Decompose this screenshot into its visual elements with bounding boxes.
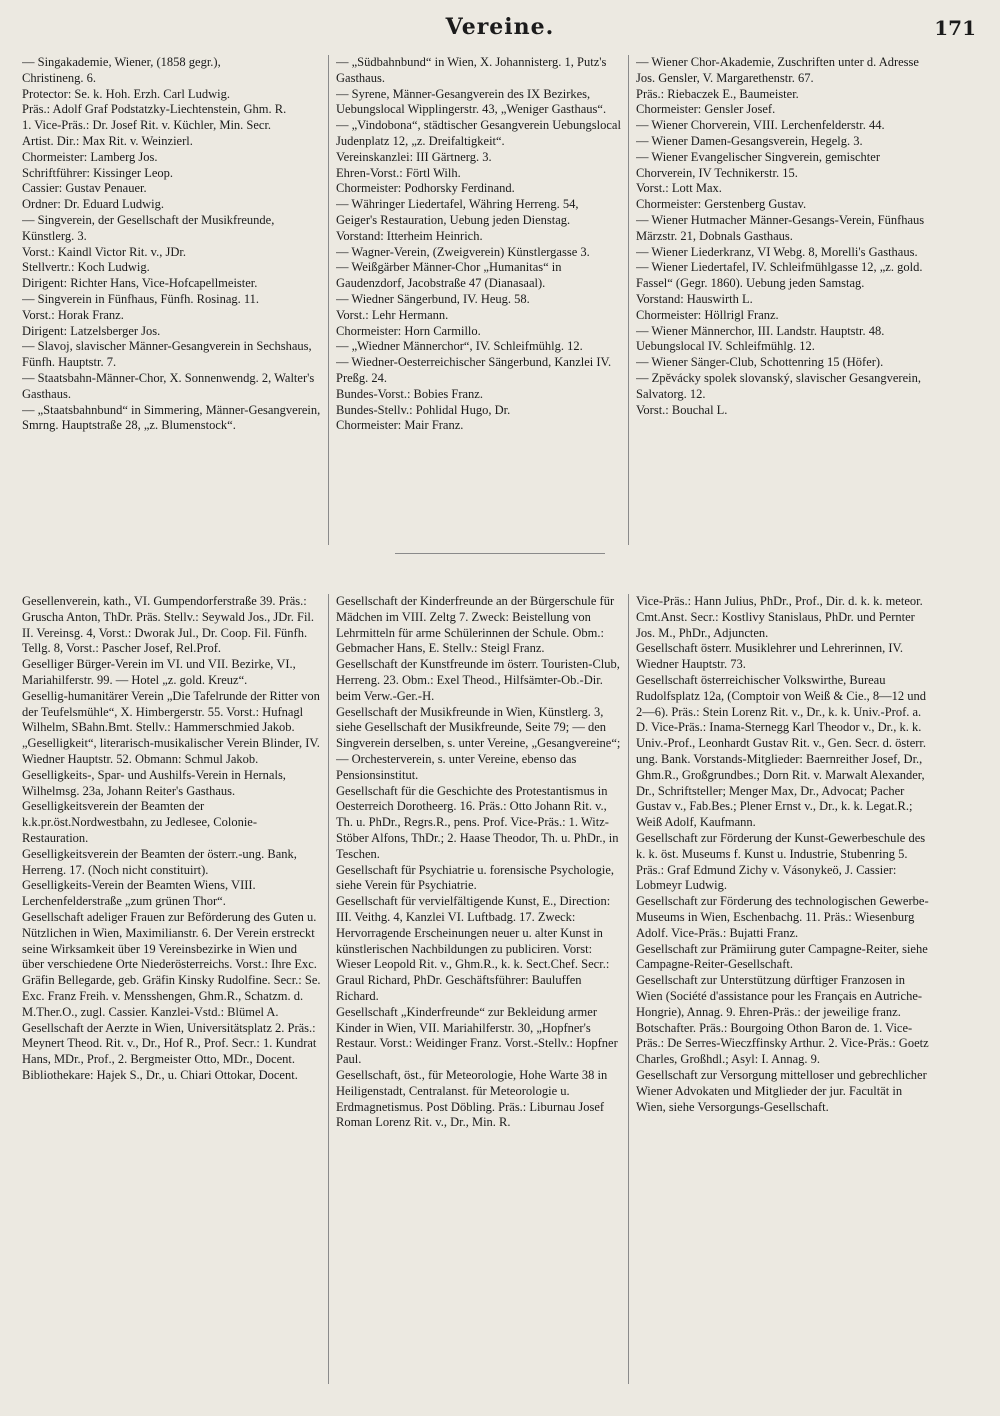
entry: Gesellschaft der Aerzte in Wien, Universitätsplatz 2. Präs.: Meynert Theod. Rit. v., Dr., Hof R., Prof. Secr.: 1. Kundrat Hans, MDr., Prof., 2. Bergmeister Otto, MDr., Docent. Bibliothekare: Hajek S., Dr., u. Chiari Ottokar, Docent. (22, 1020, 317, 1082)
entry: Gesellenverein, kath., VI. Gumpendorferstraße 39. Präs.: Gruscha Anton, ThDr. Präs. Stellv.: Seywald Jos., JDr. Fil. II. Vereinsg. 4, Vorst.: Dworak Jul., Dr. Coop. Fil. Fünfh. Tellg. 8, Vorst.: Pascher Josef, Rel.Prof. (22, 594, 315, 656)
section2-column1 (22, 594, 322, 1394)
entry: — „Wiedner Männerchor“, IV. Schleifmühlg. 12. (336, 339, 583, 354)
entry: — „Staatsbahnbund“ in Simmering, Männer-Gesangverein, Smrng. Hauptstraße 28, „z. Blumenstock“. (22, 402, 321, 433)
entry: — Zpěvácky spolek slovanský, slavischer Gesangverein, Salvatorg. 12. (636, 370, 921, 401)
entry: Gesellschaft, öst., für Meteorologie, Hohe Warte 38 in Heiligenstadt, Centralanst. für Meteorologie u. Erdmagnetismus. Post Döbling. Präs.: Liburnau Josef Roman Lorenz Rit. v., Dr., Min. R. (336, 1067, 608, 1130)
entry: — „Vindobona“, städtischer Gesangverein Uebungslocal Judenplatz 12, „z. Dreifaltigkeit“. (336, 118, 621, 148)
entry: Vorst.: Lott Max. (636, 181, 722, 196)
column-rule (628, 55, 629, 545)
entry: 1. Vice-Präs.: Dr. Josef Rit. v. Küchler, Min. Secr. (22, 118, 272, 133)
entry: Protector: Se. k. Hoh. Erzh. Carl Ludwig. (22, 86, 230, 101)
entry: Gesellschaft für Psychiatrie u. forensische Psychologie, siehe Verein für Psychiatrie. (336, 862, 615, 893)
entry: Gesellschaft der Kunstfreunde im österr. Touristen-Club, Herreng. 23. Obm.: Exel Theod., Hilfsämter-Ob.-Dir. beim Verw.-Ger.-H. (336, 657, 620, 703)
entry: Gesellschaft adeliger Frauen zur Beförderung des Guten u. Nützlichen in Wien, Maximilianstr. 6. Der Verein erstreckt seine Wirksamkeit über 19 Vereinsbezirke in Wien und über verschiedene Orte Niederösterreichs. Vorst.: Ihre Exc. Gräfin Bellegarde, geb. Gräfin Kinsky Rudolfine. Secr.: Se. Exc. Franz Freih. v. Mensshengen, Ghm.R., Schatzm. d. M.Ther.O., zugl. Cassier. Kanzlei-Vstd.: Blümel A. (22, 909, 321, 1019)
entry: Gesellschaft der Kinderfreunde an der Bürgerschule für Mädchen im VIII. Zeltg 7. Zweck: Beistellung von Lehrmitteln für arme Schülerinnen der Schule. Obm.: Gebmacher Hans, E. Stellv.: Steigl Franz. (336, 594, 615, 656)
entry: Ordner: Dr. Eduard Ludwig. (22, 197, 164, 212)
column-rule (328, 594, 329, 1384)
entry: — Staatsbahn-Männer-Chor, X. Sonnenwendg. 2, Walter's Gasthaus. (22, 370, 315, 401)
entry: Bundes-Stellv.: Pohlidal Hugo, Dr. (336, 402, 511, 417)
entry: Gesellig-humanitärer Verein „Die Tafelrunde der Ritter von der Teufelsmühle“, X. Himbergerstr. 55. Vorst.: Hufnagl Wilhelm, SBahn.Bmt. Stellv.: Hammerschmied Jakob. (22, 688, 320, 735)
entry: Bundes-Vorst.: Bobies Franz. (336, 386, 483, 401)
entry: Chormeister: Horn Carmillo. (336, 323, 481, 338)
entry: — Weißgärber Männer-Chor „Humanitas“ in Gaudenzdorf, Jacobstraße 47 (Dianasaal). (336, 260, 562, 291)
entry: Geselligkeits-Verein der Beamten Wiens, VIII. Lerchenfelderstraße „zum grünen Thor“. (22, 878, 256, 909)
column-rule (328, 55, 329, 545)
entry: Gesellschaft zur Förderung des technologischen Gewerbe-Museums in Wien, Eschenbachg. 11. Präs.: Wiesenburg Adolf. Vice-Präs.: Bujatti Franz. (636, 894, 929, 940)
entry: Vice-Präs.: Hann Julius, PhDr., Prof., Dir. d. k. k. meteor. Cmt.Anst. Secr.: Kostlivy Stanislaus, PhDr. und Pernter Jos. M., PhDr., Adjuncten. (636, 594, 923, 640)
entry: Vorstand: Itterheim Heinrich. (336, 228, 483, 243)
entry: Gesellschaft „Kinderfreunde“ zur Bekleidung armer Kinder in Wien, VII. Mariahilferstr. 30, „Hopfner's Restaur. Vorst.: Weidinger Franz. Vorst.-Stellv.: Hopfner Paul. (336, 1004, 618, 1067)
entry: — Wiener Männerchor, III. Landstr. Hauptstr. 48. Uebungslocal IV. Schleifmühlg. 12. (636, 323, 885, 354)
entry: Chormeister: Mair Franz. (336, 418, 464, 433)
entry: Ehren-Vorst.: Förtl Wilh. (336, 165, 461, 180)
entry: — Wagner-Verein, (Zweigverein) Künstlergasse 3. (336, 244, 590, 259)
entry: Vorst.: Kaindl Victor Rit. v., JDr. (22, 244, 186, 259)
entry: Vorstand: Hauswirth L. (636, 291, 753, 306)
entry: Dirigent: Richter Hans, Vice-Hofcapellmeister. (22, 276, 258, 291)
page-number: 171 (934, 16, 976, 40)
entry: Vereinskanzlei: III Gärtnerg. 3. (336, 149, 492, 164)
entry: — Singverein in Fünfhaus, Fünfh. Rosinag. 11. (22, 291, 260, 306)
entry: — Wiener Liederkranz, VI Webg. 8, Morelli's Gasthaus. (636, 244, 918, 259)
entry: — Wiedner Sängerbund, IV. Heug. 58. (336, 291, 530, 306)
entry: — Syrene, Männer-Gesangverein des IX Bezirkes, Uebungslocal Wipplingerstr. 43, „Weniger Gasthaus“. (336, 86, 607, 117)
section1-column1 (22, 55, 322, 550)
entry: „Geselligkeit“, literarisch-musikalischer Verein Blinder, IV. Wiedner Hauptstr. 52. Obmann: Schmul Jakob. (22, 736, 320, 766)
section2-column3 (636, 594, 930, 1394)
entry: — Slavoj, slavischer Männer-Gesangverein in Sechshaus, Fünfh. Hauptstr. 7. (22, 339, 312, 370)
entry: Gesellschaft zur Förderung der Kunst-Gewerbeschule des k. k. öst. Museums f. Kunst u. Industrie, Stubenring 5. Präs.: Graf Edmund Zichy v. Vásonykeö, J. Cassier: Lobmeyr Ludwig. (636, 830, 926, 893)
entry: Vorst.: Lehr Hermann. (336, 307, 449, 322)
column-rule (628, 594, 629, 1384)
entry: Gesellschaft für vervielfältigende Kunst, E., Direction: III. Veithg. 4, Kanzlei VI. Luftbadg. 17. Zweck: Hervorragende Erscheinungen neuer u. alter Kunst in künstlerischen Nachbildungen zu publiciren. Vorst: Wieser Leopold Rit. v., Ghm.R., k. k. Sect.Chef. Secr.: Graul Richard, PhDr. Geschäftsführer: Bauluffen Richard. (336, 894, 611, 1003)
section-divider (395, 553, 605, 554)
entry: Geselliger Bürger-Verein im VI. und VII. Bezirke, VI., Mariahilferstr. 99. — Hotel „z. gold. Kreuz“. (22, 657, 296, 687)
entry: — Wiener Evangelischer Singverein, gemischter Chorverein, IV Technikerstr. 15. (636, 149, 880, 180)
page-title: Vereine. (445, 14, 555, 40)
entry: — Wiener Sänger-Club, Schottenring 15 (Höfer). (636, 355, 884, 370)
entry: Präs.: Adolf Graf Podstatzky-Liechtenstein, Ghm. R. (22, 102, 287, 117)
entry: — Wiener Hutmacher Männer-Gesangs-Verein, Fünfhaus Märzstr. 21, Dobnals Gasthaus. (636, 212, 925, 243)
entry: — Wiedner-Oesterreichischer Sängerbund, Kanzlei IV. Preßg. 24. (336, 355, 612, 385)
entry: Christineng. 6. (22, 70, 96, 85)
entry: Dirigent: Latzelsberger Jos. (22, 323, 161, 338)
entry: Vorst.: Bouchal L. (636, 402, 728, 417)
entry: — Währinger Liedertafel, Währing Herreng. 54, Geiger's Restauration, Uebung jeden Dienstag. (336, 197, 579, 227)
entry: Gesellschaft zur Versorgung mittelloser und gebrechlicher Wiener Advokaten und Mitglieder der jur. Facultät in Wien, siehe Versorgungs-Gesellschaft. (636, 1067, 927, 1114)
entry: Chormeister: Höllrigl Franz. (636, 307, 779, 322)
entry: Chormeister: Lamberg Jos. (22, 149, 158, 164)
entry: Cassier: Gustav Penauer. (22, 181, 147, 196)
entry: Gesellschaft zur Unterstützung dürftiger Franzosen in Wien (Société d'assistance pour les Français en Autriche-Hongrie), Annag. 9. Ehren-Präs.: der jeweilige franz. Botschafter. Präs.: Bourgoing Othon Baron de. 1. Vice-Präs.: De Serres-Wieczffinsky Arthur. 2. Vice-Präs.: Goetz Charles, Großhdl.; Asyl: I. Annag. 9. (636, 973, 929, 1067)
section1-column2 (336, 55, 622, 550)
entry: Geselligkeits-, Spar- und Aushilfs-Verein in Hernals, Wilhelmsg. 23a, Johann Reiter's Gasthaus. (22, 767, 286, 798)
entry: Präs.: Riebaczek E., Baumeister. (636, 86, 799, 101)
entry: Chormeister: Gerstenberg Gustav. (636, 197, 807, 212)
entry: Chormeister: Gensler Josef. (636, 102, 776, 117)
entry: — Wiener Chorverein, VIII. Lerchenfelderstr. 44. (636, 118, 885, 133)
entry: Stellvertr.: Koch Ludwig. (22, 260, 150, 275)
entry: — Wiener Liedertafel, IV. Schleifmühlgasse 12, „z. gold. Fassel“ (Gegr. 1860). Uebung jeden Samstag. (636, 260, 923, 291)
entry: Vorst.: Horak Franz. (22, 307, 124, 322)
entry: — Singverein, der Gesellschaft der Musikfreunde, Künstlerg. 3. (22, 212, 275, 243)
entry: — Singakademie, Wiener, (1858 gegr.), (22, 55, 221, 69)
entry: Gesellschaft für die Geschichte des Protestantismus in Oesterreich Dorotheerg. 16. Präs.: Otto Johann Rit. v., Th. u. PhDr., Regrs.R., pens. Prof. Vice-Präs.: 1. Witz-Stöber Alfons, ThDr.; 2. Haase Theodor, Th. u. PhDr., in Teschen. (336, 783, 619, 861)
entry: — Wiener Chor-Akademie, Zuschriften unter d. Adresse Jos. Gensler, V. Margarethenstr. 67. (636, 55, 919, 85)
entry: Gesellschaft österreichischer Volkswirthe, Bureau Rudolfsplatz 12a, (Comptoir von Weiß & Cie., 8—12 und 2—6). Präs.: Stein Lorenz Rit. v., Dr., k. k. Univ.-Prof. a. D. Vice-Präs.: Inama-Sternegg Karl Theodor v., Dr., k. k. Univ.-Prof., Leonhardt Gustav Rit. v., Gen. Secr. d. österr. ung. Bank. Vorstands-Mitglieder: Baernreither Josef, Dr., Ghm.R., Großgrundbes.; Dorn Rit. v. Marwalt Alexander, Dr., Schriftsteller; Menger Max, Dr., Advocat; Pacher Gustav v., Fab.Bes.; Plener Ernst v., Dr., k. k. Legat.R.; Weiß Adolf, Kaufmann. (636, 672, 927, 830)
entry: Geselligkeitsverein der Beamten der österr.-ung. Bank, Herreng. 17. (Noch nicht constituirt). (22, 846, 297, 877)
entry: Artist. Dir.: Max Rit. v. Weinzierl. (22, 133, 193, 148)
entry: Geselligkeitsverein der Beamten der k.k.pr.öst.Nordwestbahn, zu Jedlesee, Colonie-Restauration. (22, 799, 258, 845)
entry: Schriftführer: Kissinger Leop. (22, 165, 174, 180)
entry: Gesellschaft zur Prämiirung guter Campagne-Reiter, siehe Campagne-Reiter-Gesellschaft. (636, 941, 928, 972)
entry: Gesellschaft österr. Musiklehrer und Lehrerinnen, IV. Wiedner Hauptstr. 73. (636, 641, 904, 672)
entry: Chormeister: Podhorsky Ferdinand. (336, 181, 515, 196)
section2-column2 (336, 594, 622, 1394)
entry: — „Südbahnbund“ in Wien, X. Johannisterg. 1, Putz's Gasthaus. (336, 55, 607, 85)
entry: — Wiener Damen-Gesangsverein, Hegelg. 3. (636, 133, 863, 148)
section1-column3 (636, 55, 930, 550)
entry: Gesellschaft der Musikfreunde in Wien, Künstlerg. 3, siehe Gesellschaft der Musikfreunde, Seite 79; — den Singverein derselben, s. unter Vereine, „Gesangvereine“; — Orchesterverein, s. unter Vereine, ebenso das Pensionsinstitut. (336, 704, 621, 782)
